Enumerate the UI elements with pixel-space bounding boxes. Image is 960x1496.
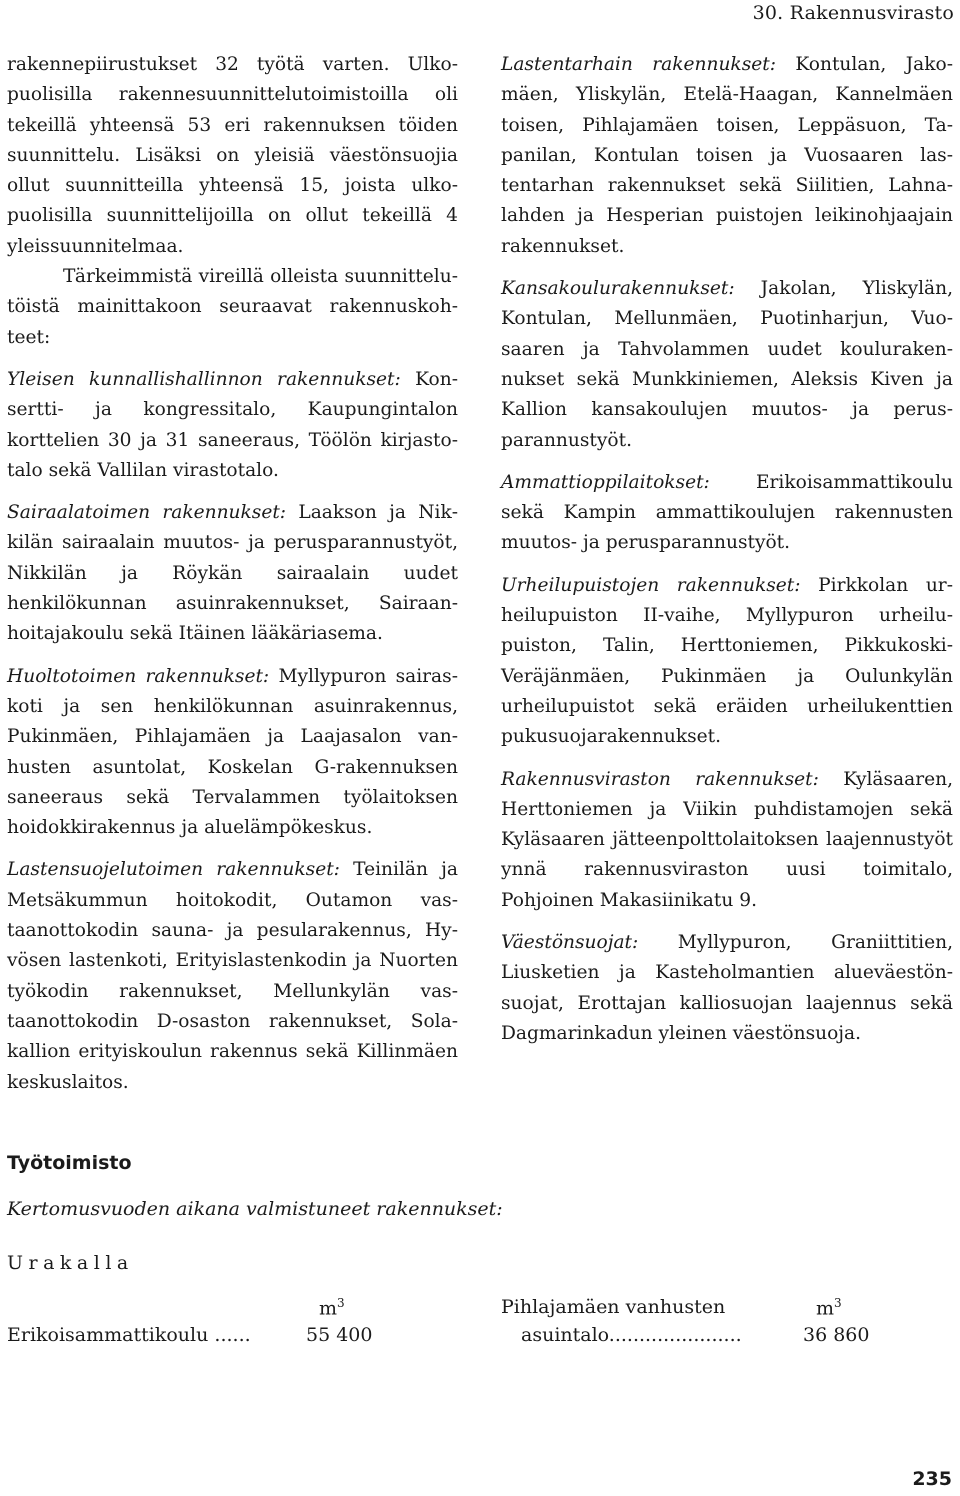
lead-hospital-buildings: Sairaalatoimen rakennukset: [7, 502, 287, 524]
left-item-value: 55 400 [306, 1324, 373, 1346]
lead-public-works-buildings: Rakennusviraston rakennukset: [501, 768, 819, 790]
lead-kindergarten-buildings: Lastentarhain rakennukset: [501, 54, 776, 75]
text-school-buildings: Jakolan, Yliskylän, Kontulan, Mellunmäen, Puotinharjun, Vuosaaren ja Tahvolammen uudet koulurakennukset sekä Munkkiniemen, Aleksis Kiven ja Kallion kansakoulujen muutos- ja perusparannustyöt. [501, 278, 953, 451]
unit-base: m [816, 1297, 835, 1320]
page-number: 235 [912, 1468, 952, 1490]
text-public-works-buildings: Kyläsaaren, Herttoniemen ja Viikin puhdistamojen sekä Kyläsaaren jätteenpolttolaitoksen laajennustyöt ynnä rakennusviraston uusi toimitalo, Pohjoinen Makasiinikatu 9. [501, 768, 953, 911]
paragraph-vocational-schools [501, 468, 953, 559]
unit-exponent: 3 [337, 1296, 345, 1310]
paragraph-hospital-buildings [7, 498, 458, 649]
right-item-name-line2: asuintalo [521, 1324, 609, 1346]
left-table-row [7, 1324, 251, 1346]
paragraph-civil-defence-shelters [501, 928, 953, 1049]
left-item-leader: ...... [214, 1324, 251, 1346]
text-hospital-buildings: Laakson ja Nikkilän sairaalain muutos- ja perusparannustyöt, Nikkilän ja Röykän sairaalain uudet henkilökunnan asuinrakennukset, Sairaanhoitajakoulu sekä Itäinen lääkäriasema. [7, 502, 459, 645]
lead-civil-defence-shelters: Väestönsuojat: [501, 932, 639, 954]
lead-municipal-administration: Yleisen kunnallishallinnon rakennukset: [7, 368, 401, 390]
right-unit-header [816, 1296, 842, 1319]
paragraph-sports-park-buildings [501, 571, 953, 753]
contract-label: Urakalla [7, 1252, 134, 1274]
paragraph-child-welfare-buildings [7, 855, 458, 1097]
text-child-welfare-buildings: Teinilän ja Metsäkummun hoitokodit, Outamon vastaanottokodin sauna- ja pesularakennus, Hyvösen lastenkoti, Erityislastenkodin ja Nuorten työkodin rakennukset, Mellunkylän vastaanottokodin D-osaston rakennukset, Solakallion erityiskoulun rakennus sekä Killinmäen keskuslaitos. [7, 859, 458, 1093]
section-heading: Työtoimisto [7, 1152, 132, 1174]
paragraph-key-projects-intro: Tärkeimmistä vireillä olleista suunnittelutöistä mainittakoon seuraavat rakennuskohteet: [7, 266, 458, 348]
text-civil-defence-shelters: Myllypuron, Graniittitien, Liusketien ja Kasteholmantien alueväestönsuojat, Erottajan kalliosuojan laajennus sekä Dagmarinkadun yleinen väestönsuoja. [501, 932, 953, 1044]
unit-base: m [319, 1297, 338, 1320]
text-welfare-buildings: Myllypuron sairaskoti ja sen henkilökunnan asuinrakennus, Pukinmäen, Pihlajamäen ja Laajasalon vanhusten asuntolat, Koskelan G-rakennuksen saneeraus sekä Tervalammen työlaitoksen hoidokkirakennus ja aluelämpökeskus. [7, 665, 458, 839]
paragraph-kindergarten-buildings [501, 50, 953, 262]
text-municipal-administration: Konsertti- ja kongressitalo, Kaupungintalon korttelien 30 ja 31 saneeraus, Töölön kirjastotalo sekä Vallilan virastotalo. [7, 368, 458, 481]
paragraph-design-summary: rakennepiirustukset 32 työtä varten. Ulkopuolisilla rakennesuunnittelutoimistoilla oli tekeillä yhteensä 53 eri rakennuksen töiden suunnittelu. Lisäksi on yleisiä väestönsuojia ollut suunnitteilla yhteensä 15, joista ulkopuolisilla suunnittelijoilla on ollut tekeillä 4 yleissuunnitelmaa. [7, 54, 458, 257]
text-kindergarten-buildings: Kontulan, Jakomäen, Yliskylän, Etelä-Haagan, Kannelmäen toisen, Pihlajamäen toisen, Leppäsuon, Tapanilan, Kontulan toisen ja Vuosaaren lastentarhan rakennukset sekä Siilitien, Lahnalahden ja Hesperian puistojen leikinohjaajain rakennukset. [501, 54, 954, 257]
paragraph-public-works-buildings [501, 765, 953, 916]
right-item-leader: ...................... [608, 1324, 742, 1346]
section-subheading: Kertomusvuoden aikana valmistuneet rakennukset: [7, 1198, 503, 1220]
text-vocational-schools: Erikoisammattikoulu sekä Kampin ammattikoulujen rakennusten muutos- ja perusparannustyöt. [501, 471, 953, 554]
text-sports-park-buildings: Pirkkolan urheilupuiston II-vaihe, Myllypuron urheilupuiston, Talin, Herttoniemen, Pikkukoski-Veräjänmäen, Pukinmäen ja Oulunkylän urheilupuistot sekä eräiden urheilukenttien pukusuojarakennukset. [501, 574, 953, 748]
left-column [7, 50, 458, 1110]
running-head: 30. Rakennusvirasto [752, 2, 954, 24]
right-column [501, 50, 953, 1061]
lead-school-buildings: Kansakoulurakennukset: [501, 278, 735, 300]
right-table-row [521, 1324, 742, 1346]
paragraph-welfare-buildings [7, 662, 458, 844]
unit-exponent: 3 [834, 1296, 842, 1310]
paragraph-municipal-administration [7, 365, 458, 486]
lead-sports-park-buildings: Urheilupuistojen rakennukset: [501, 574, 801, 596]
lead-welfare-buildings: Huoltotoimen rakennukset: [7, 665, 270, 687]
paragraph-school-buildings [501, 274, 953, 456]
lead-child-welfare-buildings: Lastensuojelutoimen rakennukset: [7, 859, 340, 881]
right-item-value: 36 860 [803, 1324, 870, 1346]
left-unit-header [319, 1296, 345, 1319]
left-item-name: Erikoisammattikoulu [7, 1324, 209, 1346]
right-item-name-line1: Pihlajamäen vanhusten [501, 1296, 726, 1318]
lead-vocational-schools: Ammattioppilaitokset: [501, 471, 710, 493]
